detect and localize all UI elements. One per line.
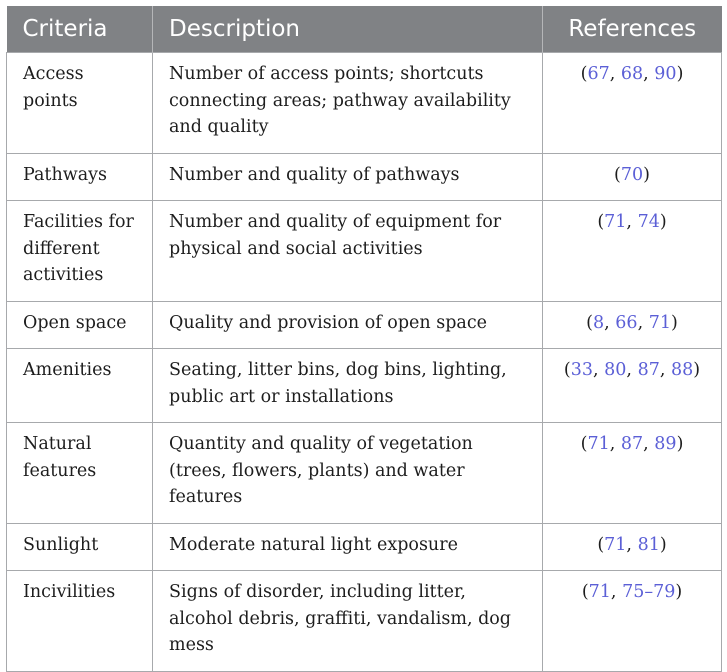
reference-link[interactable]: 81	[637, 534, 660, 555]
criteria-cell: Pathways	[7, 153, 153, 201]
references-cell	[543, 523, 722, 571]
reference-punctuation: ,	[626, 534, 638, 555]
reference-link[interactable]: 74	[637, 212, 660, 232]
reference-punctuation: ,	[609, 64, 621, 84]
table-row	[7, 571, 722, 672]
reference-punctuation: ,	[637, 312, 649, 333]
criteria-cell: Facilities for different activities	[7, 201, 153, 302]
references-cell	[543, 153, 722, 201]
reference-punctuation: )	[659, 534, 667, 555]
references-cell	[543, 571, 722, 672]
reference-punctuation: (	[597, 212, 605, 232]
criteria-cell: Open space	[7, 301, 153, 349]
reference-punctuation: ,	[659, 360, 671, 380]
description-cell: Quality and provision of open space	[153, 301, 543, 349]
criteria-cell: Amenities	[7, 349, 153, 423]
table-row	[7, 153, 722, 201]
reference-punctuation: (	[597, 534, 605, 555]
reference-punctuation: (	[586, 312, 593, 333]
table-row	[7, 301, 722, 349]
table-header	[7, 6, 722, 53]
reference-link[interactable]: 89	[654, 434, 677, 454]
reference-link[interactable]: 8	[593, 312, 605, 333]
header-criteria: Criteria	[7, 6, 153, 53]
reference-punctuation: ,	[643, 64, 655, 84]
reference-link[interactable]: 68	[620, 64, 644, 84]
reference-link[interactable]: 88	[670, 360, 694, 380]
description-cell: Number of access points; shortcuts connecting areas; pathway availability and quality	[153, 53, 543, 154]
reference-punctuation: )	[676, 434, 684, 454]
reference-punctuation: ,	[593, 360, 605, 380]
criteria-cell: Access points	[7, 53, 153, 154]
description-cell: Moderate natural light exposure	[153, 523, 543, 571]
reference-punctuation: (	[580, 64, 588, 84]
reference-punctuation: (	[614, 164, 621, 185]
header-description: Description	[153, 6, 543, 53]
table-row	[7, 201, 722, 302]
reference-punctuation: )	[693, 360, 701, 380]
reference-punctuation: ,	[626, 360, 638, 380]
reference-punctuation: )	[659, 212, 667, 232]
reference-punctuation: ,	[626, 212, 638, 232]
reference-link[interactable]: 70	[620, 164, 644, 185]
table-body	[7, 53, 722, 672]
reference-link[interactable]: 71	[604, 534, 627, 555]
reference-punctuation: (	[580, 434, 588, 454]
reference-link[interactable]: 71	[648, 312, 671, 333]
references-cell	[543, 349, 722, 423]
description-cell: Number and quality of equipment for physical and social activities	[153, 201, 543, 302]
reference-punctuation: ,	[604, 312, 616, 333]
reference-punctuation: ,	[610, 582, 623, 602]
description-cell: Quantity and quality of vegetation (trees, flowers, plants) and water features	[153, 423, 543, 524]
description-cell: Number and quality of pathways	[153, 153, 543, 201]
reference-link[interactable]: 87	[620, 434, 644, 454]
criteria-cell: Sunlight	[7, 523, 153, 571]
description-cell: Signs of disorder, including litter, alcohol debris, graffiti, vandalism, dog mess	[153, 571, 543, 672]
reference-link[interactable]: 71	[604, 212, 627, 232]
reference-punctuation: (	[581, 582, 589, 602]
criteria-cell: Incivilities	[7, 571, 153, 672]
reference-link[interactable]: 67	[587, 64, 610, 84]
reference-punctuation: (	[563, 360, 571, 380]
reference-link[interactable]: 66	[615, 312, 638, 333]
reference-punctuation: ,	[643, 434, 655, 454]
reference-punctuation: )	[643, 164, 650, 185]
table-row	[7, 53, 722, 154]
header-row	[7, 6, 722, 53]
references-cell	[543, 53, 722, 154]
reference-punctuation: )	[670, 312, 678, 333]
table-row	[7, 349, 722, 423]
reference-link[interactable]: 80	[604, 360, 627, 380]
references-cell	[543, 301, 722, 349]
reference-link[interactable]: 33	[570, 360, 593, 380]
reference-link[interactable]: 75–79	[622, 582, 676, 602]
reference-punctuation: ,	[609, 434, 621, 454]
description-cell: Seating, litter bins, dog bins, lighting, public art or installations	[153, 349, 543, 423]
header-references: References	[543, 6, 722, 53]
criteria-table	[6, 6, 722, 672]
reference-link[interactable]: 90	[654, 64, 677, 84]
references-cell	[543, 423, 722, 524]
reference-link[interactable]: 71	[587, 434, 610, 454]
reference-punctuation: )	[675, 582, 683, 602]
table-row	[7, 523, 722, 571]
table-row	[7, 423, 722, 524]
reference-punctuation: )	[676, 64, 684, 84]
criteria-cell: Natural features	[7, 423, 153, 524]
reference-link[interactable]: 87	[637, 360, 660, 380]
references-cell	[543, 201, 722, 302]
reference-link[interactable]: 71	[588, 582, 611, 602]
